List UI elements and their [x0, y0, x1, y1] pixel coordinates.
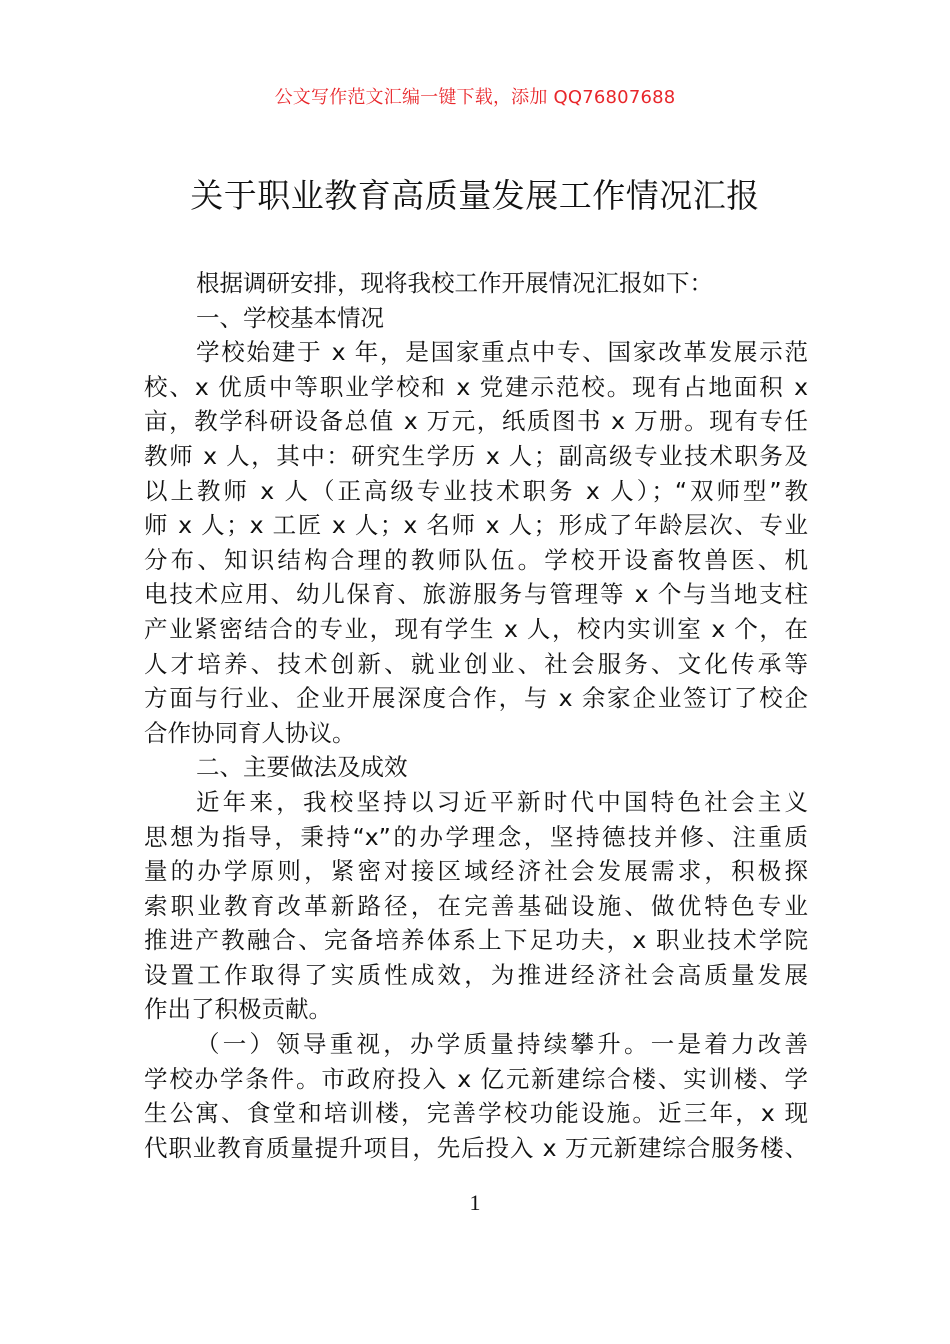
document-body — [144, 266, 808, 1165]
promo-banner: 公文写作范文汇编一键下载，添加 QQ76807688 — [274, 87, 676, 108]
text-line: 人才培养、技术创新、就业创业、社会服务、文化传承等 — [144, 649, 808, 678]
paragraph-leadership — [144, 1027, 808, 1165]
text-line: 以上教师 x 人（正高级专业技术职务 x 人）；“双师型”教 — [144, 476, 808, 505]
text-line: 近年来，我校坚持以习近平新时代中国特色社会主义 — [196, 787, 808, 816]
intro-paragraph — [144, 266, 808, 301]
text-line: 生公寓、食堂和培训楼，完善学校功能设施。近三年，x 现 — [144, 1099, 808, 1128]
text-line: 校、x 优质中等职业学校和 x 党建示范校。现有占地面积 x — [144, 372, 808, 401]
text-line: 电技术应用、幼儿保育、旅游服务与管理等 x 个与当地支柱 — [144, 580, 808, 609]
text-line: 学校始建于 x 年，是国家重点中专、国家改革发展示范 — [196, 338, 808, 367]
text-line: 作出了积极贡献。 — [144, 995, 332, 1024]
text-line: 学校办学条件。市政府投入 x 亿元新建综合楼、实训楼、学 — [144, 1064, 808, 1093]
text-line: 代职业教育质量提升项目，先后投入 x 万元新建综合服务楼、 — [144, 1133, 808, 1162]
text-line: （一）领导重视，办学质量持续攀升。一是着力改善 — [196, 1030, 808, 1059]
text-line: 教师 x 人，其中：研究生学历 x 人；副高级专业技术职务及 — [144, 441, 808, 470]
heading-text: 二、主要做法及成效 — [196, 753, 408, 782]
text-line: 合作协同育人协议。 — [144, 718, 356, 747]
text-line: 思想为指导，秉持“x”的办学理念，坚持德技并修、注重质 — [144, 822, 808, 851]
text-line: 推进产教融合、完备培养体系上下足功夫，x 职业技术学院 — [144, 926, 808, 955]
heading-text: 一、学校基本情况 — [196, 303, 384, 332]
text-line: 根据调研安排，现将我校工作开展情况汇报如下： — [196, 269, 713, 297]
text-line: 方面与行业、企业开展深度合作，与 x 余家企业签订了校企 — [144, 684, 808, 713]
text-line: 师 x 人；x 工匠 x 人；x 名师 x 人；形成了年龄层次、专业 — [144, 511, 808, 540]
section-heading-1 — [144, 301, 808, 336]
text-line: 亩，教学科研设备总值 x 万元，纸质图书 x 万册。现有专任 — [144, 407, 808, 436]
text-line: 索职业教育改革新路径，在完善基础设施、做优特色专业 — [144, 891, 808, 920]
page-number: 1 — [469, 1190, 481, 1215]
section-heading-2 — [144, 750, 808, 785]
paragraph-school-overview — [144, 335, 808, 750]
text-line: 产业紧密结合的专业，现有学生 x 人，校内实训室 x 个，在 — [144, 614, 808, 643]
paragraph-main-practices — [144, 785, 808, 1027]
text-line: 分布、知识结构合理的教师队伍。学校开设畜牧兽医、机 — [144, 545, 808, 574]
document-title: 关于职业教育高质量发展工作情况汇报 — [190, 176, 760, 215]
text-line: 设置工作取得了实质性成效，为推进经济社会高质量发展 — [144, 960, 808, 989]
text-line: 量的办学原则，紧密对接区域经济社会发展需求，积极探 — [144, 857, 808, 886]
